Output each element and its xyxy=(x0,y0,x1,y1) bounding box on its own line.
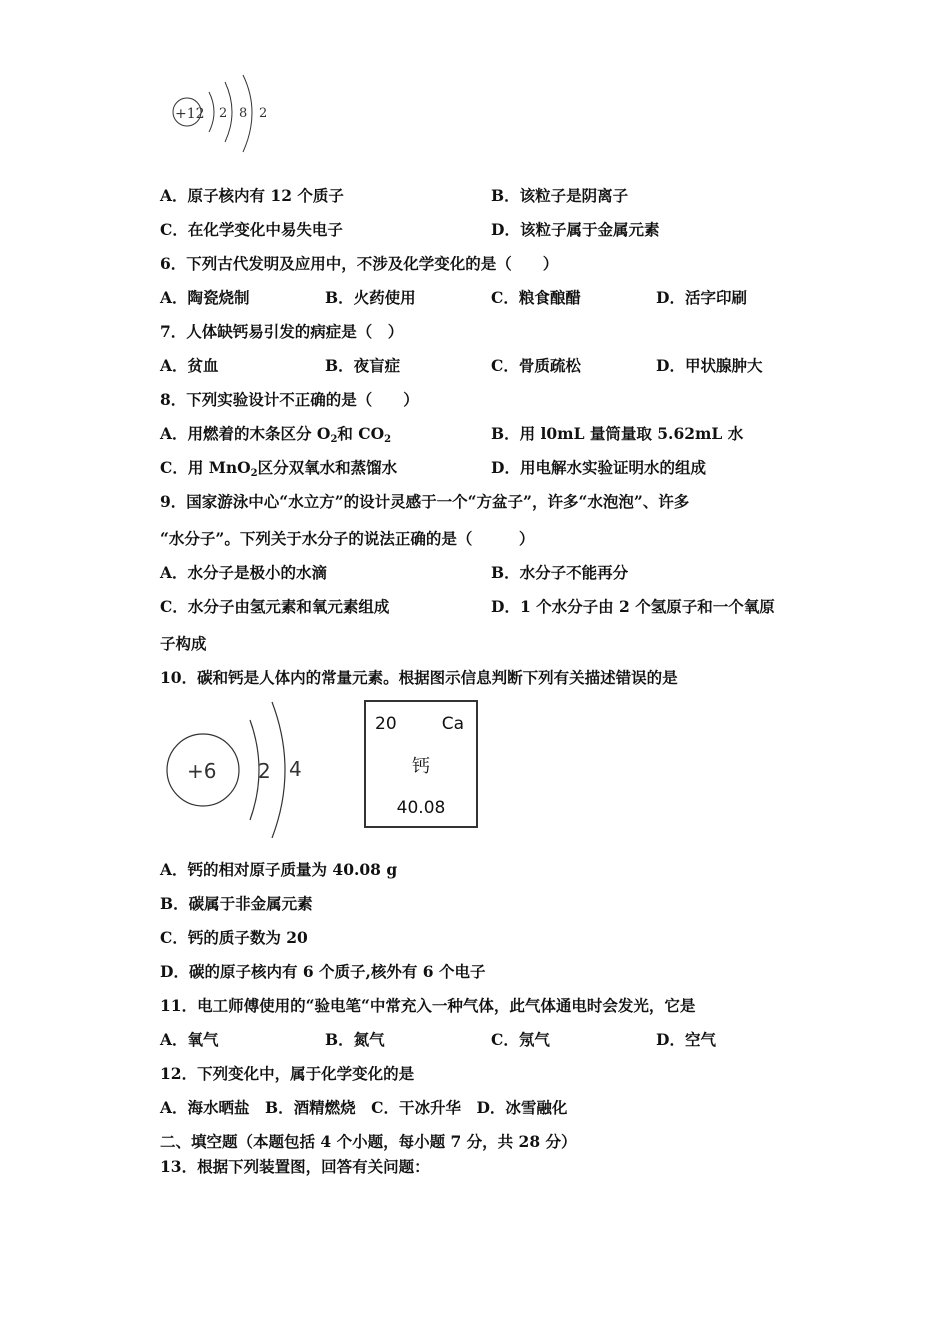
q10-option-d: D．碳的原子核内有 6 个质子,核外有 6 个电子 xyxy=(160,962,486,981)
q9-option-b: B．水分子不能再分 xyxy=(491,563,629,582)
q9-option-a: A．水分子是极小的水滴 xyxy=(160,563,328,582)
q7-option-a: A．贫血 xyxy=(160,356,219,375)
section-heading: 二、填空题（本题包括 4 个小题，每小题 7 分，共 28 分） xyxy=(160,1132,577,1151)
shell-1-count: 2 xyxy=(219,106,228,121)
carbon-shell-2-count: 4 xyxy=(289,757,302,781)
q6-option-c: C．粮食酿醋 xyxy=(491,288,581,307)
q9-stem-line2: “水分子”。下列关于水分子的说法正确的是（ ） xyxy=(160,529,535,548)
q8-option-b: B．用 l0mL 量筒量取 5.62mL 水 xyxy=(491,424,744,443)
nucleus-charge: +12 xyxy=(175,106,205,122)
q11-option-b: B．氮气 xyxy=(325,1030,385,1049)
q11-option-d: D．空气 xyxy=(656,1030,716,1049)
element-name: 钙 xyxy=(412,756,430,777)
q9-option-d-line2: 子构成 xyxy=(160,634,207,653)
q6-option-b: B．火药使用 xyxy=(325,288,416,307)
shell-2-count: 8 xyxy=(239,106,248,121)
atom-structure-diagram-carbon xyxy=(160,698,310,838)
atomic-number: 20 xyxy=(375,714,397,734)
q7-option-d: D．甲状腺肿大 xyxy=(656,356,763,375)
q10-option-b: B．碳属于非金属元素 xyxy=(160,894,313,913)
atom-structure-diagram-mg xyxy=(165,70,285,160)
q5-option-a: A．原子核内有 12 个质子 xyxy=(160,186,344,205)
carbon-shell-1-count: 2 xyxy=(258,759,271,783)
q7-stem: 7．人体缺钙易引发的病症是（ ） xyxy=(160,322,404,341)
atomic-mass: 40.08 xyxy=(396,798,446,818)
q10-stem: 10．碳和钙是人体内的常量元素。根据图示信息判断下列有关描述错误的是 xyxy=(160,668,678,687)
q5-option-b: B．该粒子是阴离子 xyxy=(491,186,629,205)
q11-stem: 11．电工师傅使用的“验电笔“中常充入一种气体，此气体通电时会发光，它是 xyxy=(160,996,696,1015)
q6-stem: 6．下列古代发明及应用中，不涉及化学变化的是（ ） xyxy=(160,254,559,273)
q10-option-c: C．钙的质子数为 20 xyxy=(160,928,308,947)
q7-option-b: B．夜盲症 xyxy=(325,356,401,375)
q6-option-a: A．陶瓷烧制 xyxy=(160,288,250,307)
q12-stem: 12．下列变化中，属于化学变化的是 xyxy=(160,1064,415,1083)
q12-options: A．海水晒盐 B．酒精燃烧 C．干冰升华 D．冰雪融化 xyxy=(160,1098,568,1117)
q9-option-c: C．水分子由氢元素和氧元素组成 xyxy=(160,597,390,616)
element-cell-calcium xyxy=(364,700,478,828)
q11-option-c: C．氖气 xyxy=(491,1030,550,1049)
q9-option-d-line1: D．1 个水分子由 2 个氢原子和一个氧原 xyxy=(491,597,775,616)
q8-stem: 8．下列实验设计不正确的是（ ） xyxy=(160,390,419,409)
q5-option-d: D．该粒子属于金属元素 xyxy=(491,220,660,239)
q11-option-a: A．氧气 xyxy=(160,1030,219,1049)
q8-option-a: A．用燃着的木条区分 $O_2$和 $CO_2$ xyxy=(160,424,392,445)
shell-3-count: 2 xyxy=(259,106,268,121)
q10-option-a: A．钙的相对原子质量为 40.08 g xyxy=(160,860,398,879)
q8-option-c: C．用 MnO$_2$区分双氧水和蒸馏水 xyxy=(160,458,398,479)
q7-option-c: C．骨质疏松 xyxy=(491,356,581,375)
carbon-nucleus-charge: +6 xyxy=(187,759,217,783)
q9-stem-line1: 9．国家游泳中心“水立方”的设计灵感于一个“方盆子”，许多“水泡泡”、许多 xyxy=(160,492,690,511)
q5-option-c: C．在化学变化中易失电子 xyxy=(160,220,343,239)
q13-stem: 13．根据下列装置图，回答有关问题： xyxy=(160,1157,430,1176)
q8-option-d: D．用电解水实验证明水的组成 xyxy=(491,458,706,477)
q6-option-d: D．活字印刷 xyxy=(656,288,747,307)
element-symbol: Ca xyxy=(441,714,464,734)
